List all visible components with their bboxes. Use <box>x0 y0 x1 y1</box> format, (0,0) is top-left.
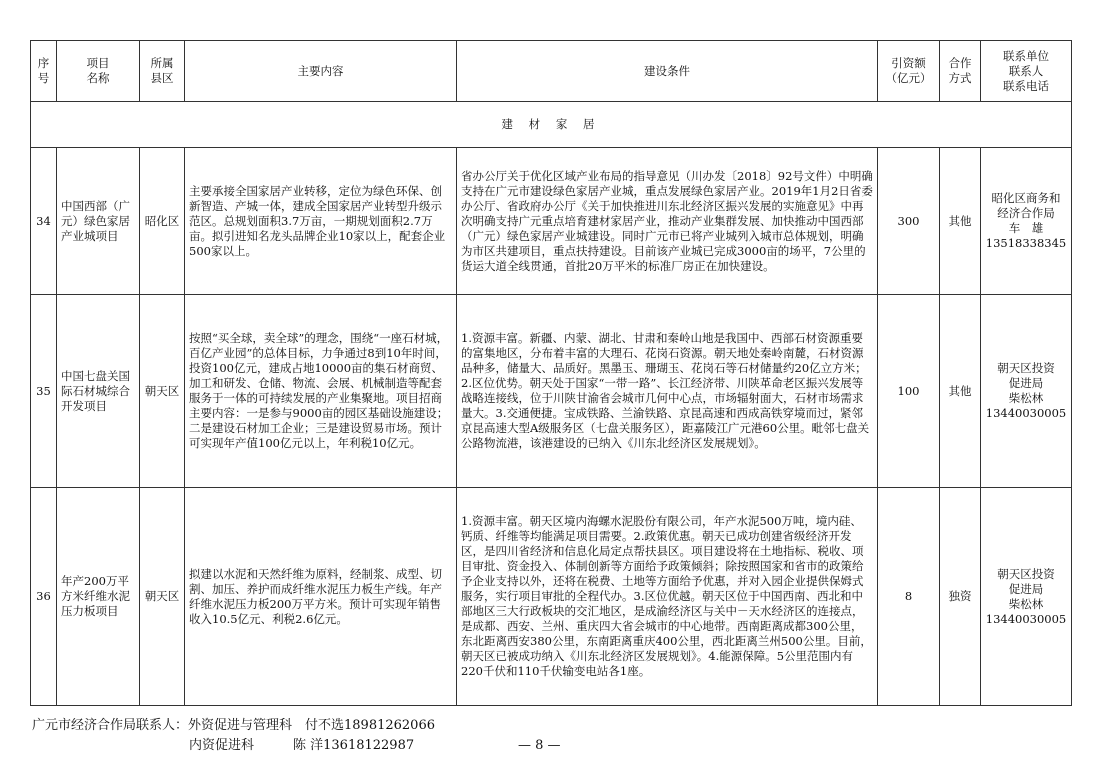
row-conditions: 省办公厅关于优化区域产业布局的指导意见（川办发〔2018〕92号文件）中明确支持在广元市建设绿色家居产业城，重点发展绿色家居产业。2019年1月2日省委办公厅、省政府办公厅《关于加快推进川东北经济区振兴发展的实施意见》中再次明确支持广元重点培育建材家居产业，推动产业集群发展、加快推动中国西部（广元）绿色家居产业城建设。同时广元市已将产业城列入城市总体规划，明确为市区共建项目，重点扶持建设。目前该产业城已完成3000亩的场平，7公里的货运大道全线贯通，首批20万平米的标准厂房正在加快建设。 <box>457 148 878 295</box>
table-row <box>31 295 1072 488</box>
row-contact: 朝天区投资 促进局 柴松林 13440030005 <box>981 295 1072 488</box>
category-row <box>31 102 1072 148</box>
header-mode: 合作 方式 <box>940 41 981 102</box>
row-contact: 朝天区投资 促进局 柴松林 13440030005 <box>981 488 1072 706</box>
row-district: 昭化区 <box>140 148 185 295</box>
row-conditions: 1.资源丰富。朝天区境内海螺水泥股份有限公司，年产水泥500万吨，境内硅、钙质、纤维等均能满足项目需要。2.政策优惠。朝天已成功创建省级经济开发区，是四川省经济和信息化局定点帮扶县区。项目建设将在土地指标、税收、项目审批、资金投入、体制创新等方面给予政策倾斜；除按照国家和省市的政策给予企业支持以外，还将在税费、土地等方面给予优惠，并对入园企业提供保姆式服务，实行项目审批的全程代办。3.区位优越。朝天区位于中国西南、西北和中部地区三大行政板块的交汇地区，是成渝经济区与关中－天水经济区的连接点，是成都、西安、兰州、重庆四大省会城市的中心地带。西南距离成都300公里，东北距离西安380公里，东南距离重庆400公里，西北距离兰州500公里。目前，朝天区已被成功纳入《川东北经济区发展规划》。4.能源保障。5公里范围内有220千伏和110千伏输变电站各1座。 <box>457 488 878 706</box>
header-investment: 引资额 （亿元） <box>878 41 940 102</box>
page-number: — 8 — <box>518 738 561 753</box>
header-name: 项目 名称 <box>57 41 140 102</box>
header-seq: 序 号 <box>31 41 57 102</box>
row-contact: 昭化区商务和 经济合作局 车 雄 13518338345 <box>981 148 1072 295</box>
row-mode: 其他 <box>940 148 981 295</box>
project-table <box>30 40 1072 706</box>
category-title: 建 材 家 居 <box>31 102 1072 148</box>
row-district: 朝天区 <box>140 295 185 488</box>
table-row <box>31 488 1072 706</box>
row-name: 中国七盘关国际石材城综合开发项目 <box>57 295 140 488</box>
row-investment: 100 <box>878 295 940 488</box>
row-content: 主要承接全国家居产业转移，定位为绿色环保、创新智造、产城一体，建成全国家居产业转型升级示范区。总规划面积3.7万亩，一期规划面积2.7万亩。拟引进知名龙头品牌企业10家以上，配套企业500家以上。 <box>185 148 457 295</box>
header-district: 所属 县区 <box>140 41 185 102</box>
row-name: 年产200万平方米纤维水泥压力板项目 <box>57 488 140 706</box>
row-seq: 34 <box>31 148 57 295</box>
row-investment: 8 <box>878 488 940 706</box>
header-content: 主要内容 <box>185 41 457 102</box>
table-row <box>31 148 1072 295</box>
header-row <box>31 41 1072 102</box>
row-conditions: 1.资源丰富。新疆、内蒙、湖北、甘肃和秦岭山地是我国中、西部石材资源重要的富集地区，分布着丰富的大理石、花岗石资源。朝天地处秦岭南麓，石材资源品种多，储量大、品质好。黑墨玉、珊瑚玉、花岗石等石材储量约20亿立方米；2.区位优势。朝天处于国家“一带一路”、长江经济带、川陕革命老区振兴发展等战略连接线，位于川陕甘渝省会城市几何中心点，市场辐射面大，石材市场需求量大。3.交通便捷。宝成铁路、兰渝铁路、京昆高速和西成高铁穿境而过，紧邻京昆高速大型A级服务区（七盘关服务区），距嘉陵江广元港60公里。毗邻七盘关公路物流港，该港建设的已纳入《川东北经济区发展规划》。 <box>457 295 878 488</box>
row-investment: 300 <box>878 148 940 295</box>
row-content: 拟建以水泥和天然纤维为原料，经制浆、成型、切割、加压、养护而成纤维水泥压力板生产线。年产纤维水泥压力板200万平方米。预计可实现年销售收入10.5亿元、利税2.6亿元。 <box>185 488 457 706</box>
row-name: 中国西部（广元）绿色家居产业城项目 <box>57 148 140 295</box>
row-content: 按照“买全球，卖全球”的理念，围绕“一座石材城，百亿产业园”的总体目标，力争通过8到10年时间，投资100亿元，建成占地10000亩的集石材商贸、加工和研发、仓储、物流、会展、机械制造等配套服务于一体的可持续发展的产业集聚地。项目招商主要内容：一是参与9000亩的园区基础设施建设；二是建设石材加工企业；三是建设贸易市场。预计可实现年产值100亿元以上，年利税10亿元。 <box>185 295 457 488</box>
header-conditions: 建设条件 <box>457 41 878 102</box>
header-contact: 联系单位 联系人 联系电话 <box>981 41 1072 102</box>
row-mode: 其他 <box>940 295 981 488</box>
footer-contact-line2: 内资促进科 陈 洋13618122987 <box>189 738 415 753</box>
footer-contact-line1: 广元市经济合作局联系人：外资促进与管理科 付不选18981262066 <box>32 718 435 733</box>
row-mode: 独资 <box>940 488 981 706</box>
row-seq: 35 <box>31 295 57 488</box>
row-district: 朝天区 <box>140 488 185 706</box>
row-seq: 36 <box>31 488 57 706</box>
